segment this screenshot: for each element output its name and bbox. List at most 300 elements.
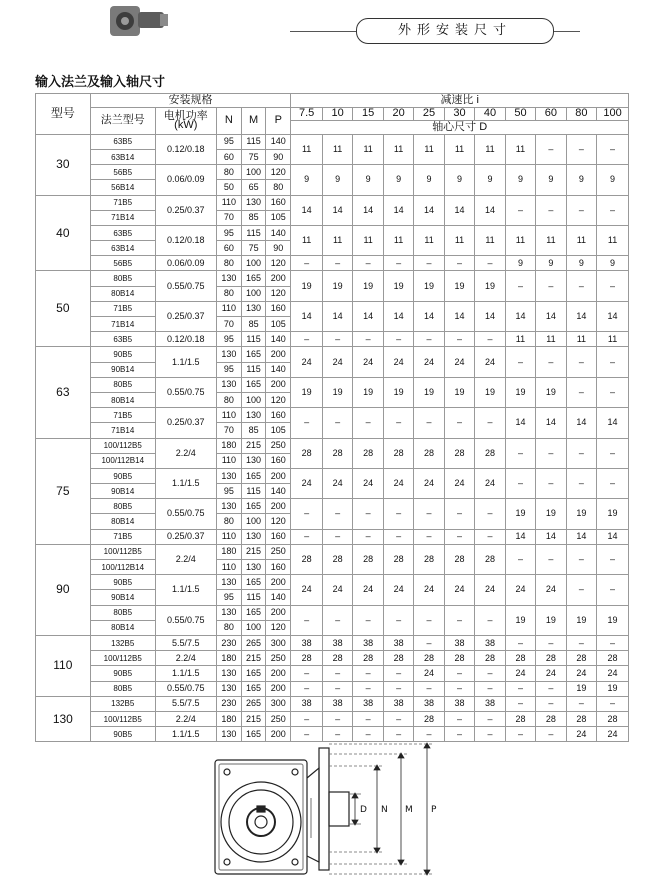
- shaft-dia-cell: –: [505, 544, 535, 574]
- shaft-dia-cell: 28: [444, 651, 474, 666]
- shaft-dia-cell: 11: [505, 225, 535, 255]
- shaft-dia-cell: 28: [444, 438, 474, 468]
- p-header: P: [266, 107, 291, 134]
- shaft-dia-cell: 28: [414, 438, 444, 468]
- shaft-dia-cell: 38: [291, 635, 323, 650]
- n-cell: 110: [216, 408, 241, 423]
- shaft-dia-cell: 24: [536, 666, 566, 681]
- flange-cell: 100/112B5: [90, 711, 155, 726]
- m-cell: 115: [241, 362, 265, 377]
- n-cell: 230: [216, 696, 241, 711]
- p-cell: 200: [266, 499, 291, 514]
- shaft-dia-cell: –: [475, 499, 505, 529]
- shaft-dia-cell: –: [475, 666, 505, 681]
- m-cell: 165: [241, 727, 265, 742]
- shaft-dia-cell: 19: [505, 605, 535, 635]
- p-cell: 140: [266, 332, 291, 347]
- shaft-dia-cell: 19: [383, 271, 413, 301]
- shaft-dia-cell: 28: [414, 651, 444, 666]
- shaft-dia-cell: –: [566, 134, 596, 164]
- m-cell: 115: [241, 332, 265, 347]
- shaft-dia-cell: 24: [353, 468, 383, 498]
- m-cell: 165: [241, 605, 265, 620]
- n-cell: 110: [216, 301, 241, 316]
- shaft-dia-cell: 24: [505, 666, 535, 681]
- shaft-dia-cell: –: [353, 499, 383, 529]
- shaft-dia-cell: –: [536, 681, 566, 696]
- power-cell: 0.25/0.37: [155, 195, 216, 225]
- p-cell: 200: [266, 666, 291, 681]
- shaft-dia-cell: –: [536, 468, 566, 498]
- gearbox-outline-diagram: [205, 738, 465, 886]
- shaft-dia-cell: 19: [291, 377, 323, 407]
- shaft-dia-cell: 19: [383, 377, 413, 407]
- shaft-dia-cell: 14: [505, 301, 535, 331]
- shaft-dia-cell: 19: [475, 377, 505, 407]
- shaft-dia-cell: 14: [536, 408, 566, 438]
- shaft-dia-cell: –: [383, 711, 413, 726]
- p-cell: 105: [266, 210, 291, 225]
- p-cell: 200: [266, 575, 291, 590]
- shaft-dia-cell: 24: [322, 468, 352, 498]
- shaft-dia-cell: 38: [291, 696, 323, 711]
- p-cell: 250: [266, 544, 291, 559]
- flange-cell: 80B5: [90, 681, 155, 696]
- m-cell: 165: [241, 271, 265, 286]
- flange-cell: 71B5: [90, 301, 155, 316]
- flange-cell: 90B5: [90, 468, 155, 483]
- flange-cell: 63B14: [90, 241, 155, 256]
- shaft-dia-cell: 38: [444, 635, 474, 650]
- m-cell: 130: [241, 453, 265, 468]
- shaft-dia-cell: –: [475, 408, 505, 438]
- shaft-dia-cell: 11: [597, 332, 629, 347]
- shaft-dia-cell: –: [597, 696, 629, 711]
- shaft-dia-cell: 38: [414, 696, 444, 711]
- shaft-dia-cell: 14: [597, 529, 629, 544]
- flange-cell: 71B14: [90, 317, 155, 332]
- n-cell: 130: [216, 727, 241, 742]
- p-cell: 105: [266, 423, 291, 438]
- shaft-dia-cell: 19: [597, 681, 629, 696]
- shaft-dia-cell: 28: [322, 651, 352, 666]
- power-cell: 1.1/1.5: [155, 468, 216, 498]
- p-cell: 160: [266, 560, 291, 575]
- shaft-dia-cell: –: [322, 529, 352, 544]
- shaft-dia-cell: 11: [566, 332, 596, 347]
- p-cell: 200: [266, 468, 291, 483]
- n-cell: 130: [216, 575, 241, 590]
- shaft-dia-cell: 24: [291, 575, 323, 605]
- flange-cell: 90B5: [90, 727, 155, 742]
- shaft-dia-cell: 11: [383, 134, 413, 164]
- power-cell: 0.55/0.75: [155, 605, 216, 635]
- shaft-dia-cell: –: [353, 332, 383, 347]
- flange-cell: 90B5: [90, 666, 155, 681]
- model-header: 型号: [36, 94, 91, 135]
- flange-cell: 71B14: [90, 210, 155, 225]
- p-cell: 120: [266, 256, 291, 271]
- table-body: [36, 94, 629, 742]
- flange-cell: 100/112B14: [90, 560, 155, 575]
- shaft-dia-cell: –: [505, 681, 535, 696]
- shaft-dia-cell: –: [444, 499, 474, 529]
- header-row-1: [36, 94, 629, 108]
- table-row: [36, 468, 629, 483]
- shaft-dia-cell: –: [322, 408, 352, 438]
- shaft-dia-cell: –: [505, 696, 535, 711]
- shaft-dia-cell: 24: [566, 727, 596, 742]
- shaft-dia-cell: –: [597, 438, 629, 468]
- shaft-dia-cell: 38: [353, 635, 383, 650]
- p-cell: 140: [266, 134, 291, 149]
- shaft-dia-cell: 19: [444, 377, 474, 407]
- flange-cell: 80B5: [90, 377, 155, 392]
- n-cell: 80: [216, 620, 241, 635]
- shaft-dia-cell: 28: [291, 544, 323, 574]
- ratio-value: 15: [353, 107, 383, 121]
- shaft-dia-cell: 9: [291, 165, 323, 195]
- m-cell: 75: [241, 241, 265, 256]
- shaft-dia-cell: –: [414, 635, 444, 650]
- p-cell: 200: [266, 727, 291, 742]
- power-cell: 0.55/0.75: [155, 271, 216, 301]
- shaft-dia-cell: –: [566, 377, 596, 407]
- shaft-dia-cell: 38: [475, 696, 505, 711]
- shaft-dia-cell: 28: [505, 711, 535, 726]
- shaft-dia-cell: –: [597, 544, 629, 574]
- shaft-dia-cell: –: [475, 727, 505, 742]
- n-cell: 130: [216, 377, 241, 392]
- m-cell: 215: [241, 544, 265, 559]
- table-row: [36, 544, 629, 559]
- shaft-dia-cell: 9: [566, 256, 596, 271]
- shaft-dia-cell: –: [444, 256, 474, 271]
- shaft-dia-cell: –: [291, 666, 323, 681]
- ratio-value: 7.5: [291, 107, 323, 121]
- m-cell: 85: [241, 317, 265, 332]
- shaft-dia-cell: 14: [536, 301, 566, 331]
- p-cell: 90: [266, 149, 291, 164]
- n-cell: 180: [216, 711, 241, 726]
- shaft-dia-cell: –: [597, 377, 629, 407]
- ratio-value: 100: [597, 107, 629, 121]
- table-row: [36, 499, 629, 514]
- shaft-dia-cell: 24: [291, 468, 323, 498]
- m-cell: 100: [241, 165, 265, 180]
- p-cell: 160: [266, 195, 291, 210]
- shaft-dia-cell: –: [383, 256, 413, 271]
- shaft-dia-cell: 24: [444, 347, 474, 377]
- shaft-dia-cell: –: [505, 635, 535, 650]
- power-label: 电机功率: [163, 109, 208, 122]
- shaft-dia-cell: –: [322, 499, 352, 529]
- shaft-dia-cell: –: [536, 635, 566, 650]
- shaft-dia-cell: 9: [505, 165, 535, 195]
- shaft-dia-cell: 28: [475, 544, 505, 574]
- n-cell: 110: [216, 560, 241, 575]
- n-cell: 80: [216, 165, 241, 180]
- flange-cell: 132B5: [90, 696, 155, 711]
- n-cell: 230: [216, 635, 241, 650]
- ratio-value: 80: [566, 107, 596, 121]
- shaft-dia-cell: –: [536, 195, 566, 225]
- model-cell: 110: [36, 635, 91, 696]
- shaft-dia-cell: 14: [414, 301, 444, 331]
- shaft-dia-cell: –: [414, 681, 444, 696]
- table-row: [36, 271, 629, 286]
- shaft-dia-cell: –: [536, 727, 566, 742]
- m-cell: 215: [241, 438, 265, 453]
- p-cell: 120: [266, 392, 291, 407]
- n-cell: 95: [216, 332, 241, 347]
- p-cell: 140: [266, 225, 291, 240]
- shaft-dia-cell: 19: [353, 271, 383, 301]
- flange-cell: 56B5: [90, 165, 155, 180]
- p-cell: 140: [266, 484, 291, 499]
- shaft-dia-cell: –: [597, 575, 629, 605]
- shaft-dia-cell: 11: [414, 134, 444, 164]
- shaft-dia-cell: –: [414, 605, 444, 635]
- shaft-dia-cell: 19: [353, 377, 383, 407]
- shaft-dia-cell: –: [566, 195, 596, 225]
- power-unit: (kW): [174, 118, 198, 131]
- shaft-dia-cell: 11: [353, 134, 383, 164]
- shaft-dia-cell: –: [414, 332, 444, 347]
- flange-cell: 90B14: [90, 484, 155, 499]
- shaft-dia-cell: 24: [597, 666, 629, 681]
- shaft-dia-cell: 38: [383, 635, 413, 650]
- m-cell: 165: [241, 681, 265, 696]
- shaft-dia-cell: –: [597, 271, 629, 301]
- m-cell: 115: [241, 134, 265, 149]
- shaft-dia-cell: –: [291, 711, 323, 726]
- shaft-dia-cell: 11: [414, 225, 444, 255]
- shaft-dia-cell: –: [291, 681, 323, 696]
- shaft-dia-cell: –: [444, 529, 474, 544]
- shaft-dia-cell: 24: [322, 347, 352, 377]
- label-d: D: [360, 805, 367, 815]
- shaft-dia-cell: 9: [414, 165, 444, 195]
- table-row: [36, 635, 629, 650]
- shaft-dia-cell: –: [597, 347, 629, 377]
- shaft-dia-cell: –: [597, 635, 629, 650]
- table-row: [36, 377, 629, 392]
- m-cell: 130: [241, 195, 265, 210]
- shaft-dia-cell: –: [475, 529, 505, 544]
- flange-cell: 71B5: [90, 195, 155, 210]
- shaft-dia-cell: 11: [322, 134, 352, 164]
- p-cell: 300: [266, 696, 291, 711]
- ratio-value: 25: [414, 107, 444, 121]
- shaft-dia-cell: 14: [383, 195, 413, 225]
- m-cell: 100: [241, 620, 265, 635]
- p-cell: 120: [266, 514, 291, 529]
- shaft-dia-cell: –: [444, 408, 474, 438]
- m-cell: 165: [241, 468, 265, 483]
- shaft-dia-cell: 24: [597, 727, 629, 742]
- shaft-dia-cell: 28: [536, 711, 566, 726]
- power-header: [155, 107, 216, 134]
- flange-cell: 100/112B5: [90, 544, 155, 559]
- shaft-dia-cell: 11: [291, 134, 323, 164]
- flange-cell: 63B5: [90, 332, 155, 347]
- p-cell: 250: [266, 651, 291, 666]
- n-cell: 80: [216, 392, 241, 407]
- p-cell: 250: [266, 438, 291, 453]
- shaft-dia-cell: –: [353, 666, 383, 681]
- flange-header: 法兰型号: [90, 107, 155, 134]
- shaft-dia-cell: 38: [383, 696, 413, 711]
- shaft-dia-cell: 38: [444, 696, 474, 711]
- power-cell: 0.12/0.18: [155, 134, 216, 164]
- shaft-dia-cell: –: [566, 544, 596, 574]
- ratio-value: 40: [475, 107, 505, 121]
- flange-cell: 63B5: [90, 225, 155, 240]
- ratio-value: 30: [444, 107, 474, 121]
- shaft-dia-cell: 24: [536, 575, 566, 605]
- shaft-dia-cell: –: [383, 332, 413, 347]
- power-cell: 0.55/0.75: [155, 377, 216, 407]
- n-cell: 130: [216, 347, 241, 362]
- flange-cell: 100/112B5: [90, 438, 155, 453]
- shaft-dia-cell: –: [322, 605, 352, 635]
- table-row: [36, 651, 629, 666]
- shaft-dia-cell: 24: [353, 347, 383, 377]
- table-row: [36, 256, 629, 271]
- label-p: P: [431, 805, 437, 815]
- n-cell: 95: [216, 484, 241, 499]
- flange-cell: 100/112B5: [90, 651, 155, 666]
- shaft-dia-cell: 14: [566, 408, 596, 438]
- shaft-dia-cell: –: [291, 529, 323, 544]
- shaft-dia-cell: 14: [444, 301, 474, 331]
- shaft-dia-cell: –: [353, 681, 383, 696]
- shaft-dia-cell: 28: [383, 651, 413, 666]
- n-cell: 80: [216, 256, 241, 271]
- shaft-dia-cell: –: [353, 605, 383, 635]
- shaft-dia-cell: –: [383, 681, 413, 696]
- p-cell: 250: [266, 711, 291, 726]
- ratio-value: 50: [505, 107, 535, 121]
- m-cell: 130: [241, 408, 265, 423]
- shaft-dia-cell: 14: [322, 195, 352, 225]
- shaft-dia-cell: 24: [444, 468, 474, 498]
- table-row: [36, 195, 629, 210]
- shaft-dia-cell: 14: [505, 529, 535, 544]
- p-cell: 200: [266, 347, 291, 362]
- shaft-dia-cell: 28: [414, 711, 444, 726]
- shaft-dia-cell: 28: [536, 651, 566, 666]
- gearbox-thumbnail-image: [108, 0, 170, 40]
- shaft-dia-cell: 9: [536, 165, 566, 195]
- power-cell: 0.25/0.37: [155, 529, 216, 544]
- shaft-dia-cell: 38: [322, 635, 352, 650]
- shaft-dia-cell: –: [566, 438, 596, 468]
- n-cell: 50: [216, 180, 241, 195]
- shaft-dia-cell: –: [353, 711, 383, 726]
- table-row: [36, 666, 629, 681]
- ratio-value: 60: [536, 107, 566, 121]
- power-cell: 0.06/0.09: [155, 165, 216, 195]
- m-cell: 165: [241, 499, 265, 514]
- model-cell: 50: [36, 271, 91, 347]
- shaft-dia-cell: 19: [536, 499, 566, 529]
- shaft-dia-cell: –: [566, 635, 596, 650]
- shaft-dia-cell: 19: [322, 271, 352, 301]
- table-row: [36, 438, 629, 453]
- p-cell: 200: [266, 271, 291, 286]
- p-cell: 120: [266, 165, 291, 180]
- m-cell: 165: [241, 666, 265, 681]
- shaft-dia-cell: –: [383, 666, 413, 681]
- n-cell: 130: [216, 271, 241, 286]
- table-row: [36, 711, 629, 726]
- power-cell: 0.06/0.09: [155, 256, 216, 271]
- n-cell: 60: [216, 149, 241, 164]
- m-header: M: [241, 107, 265, 134]
- shaft-dia-cell: 28: [597, 711, 629, 726]
- shaft-dia-cell: 11: [505, 332, 535, 347]
- model-cell: 30: [36, 134, 91, 195]
- table-row: [36, 347, 629, 362]
- n-cell: 60: [216, 241, 241, 256]
- shaft-dia-cell: 28: [383, 438, 413, 468]
- shaft-dia-cell: 14: [566, 529, 596, 544]
- power-cell: 2.2/4: [155, 711, 216, 726]
- shaft-dia-cell: –: [536, 438, 566, 468]
- shaft-dia-cell: –: [505, 347, 535, 377]
- shaft-dia-cell: –: [353, 256, 383, 271]
- table-row: [36, 605, 629, 620]
- shaft-dia-cell: –: [597, 195, 629, 225]
- power-cell: 0.55/0.75: [155, 681, 216, 696]
- shaft-dia-cell: –: [353, 727, 383, 742]
- shaft-dia-cell: 14: [597, 301, 629, 331]
- shaft-dia-cell: 24: [291, 347, 323, 377]
- flange-cell: 56B5: [90, 256, 155, 271]
- shaft-dia-cell: –: [475, 605, 505, 635]
- shaft-dia-cell: 19: [536, 605, 566, 635]
- n-cell: 95: [216, 362, 241, 377]
- shaft-dia-cell: –: [505, 271, 535, 301]
- flange-cell: 90B14: [90, 590, 155, 605]
- shaft-dia-cell: –: [536, 696, 566, 711]
- flange-cell: 80B5: [90, 271, 155, 286]
- model-cell: 130: [36, 696, 91, 742]
- shaft-dia-cell: 19: [536, 377, 566, 407]
- shaft-dia-cell: 11: [383, 225, 413, 255]
- shaft-dia-cell: 28: [505, 651, 535, 666]
- shaft-dia-cell: 19: [414, 271, 444, 301]
- table-row: [36, 165, 629, 180]
- shaft-dia-cell: –: [597, 468, 629, 498]
- shaft-dia-cell: 14: [536, 529, 566, 544]
- shaft-dia-cell: –: [536, 544, 566, 574]
- shaft-dia-cell: –: [475, 332, 505, 347]
- table-row: [36, 225, 629, 240]
- shaft-dia-cell: 14: [475, 301, 505, 331]
- shaft-dia-cell: –: [383, 727, 413, 742]
- shaft-dia-cell: 19: [475, 271, 505, 301]
- shaft-dia-cell: –: [322, 332, 352, 347]
- shaft-dia-cell: 38: [353, 696, 383, 711]
- flange-cell: 80B14: [90, 392, 155, 407]
- shaft-dia-cell: 24: [566, 666, 596, 681]
- shaft-dia-cell: 24: [383, 468, 413, 498]
- shaft-dia-cell: 11: [475, 225, 505, 255]
- shaft-dia-cell: –: [414, 256, 444, 271]
